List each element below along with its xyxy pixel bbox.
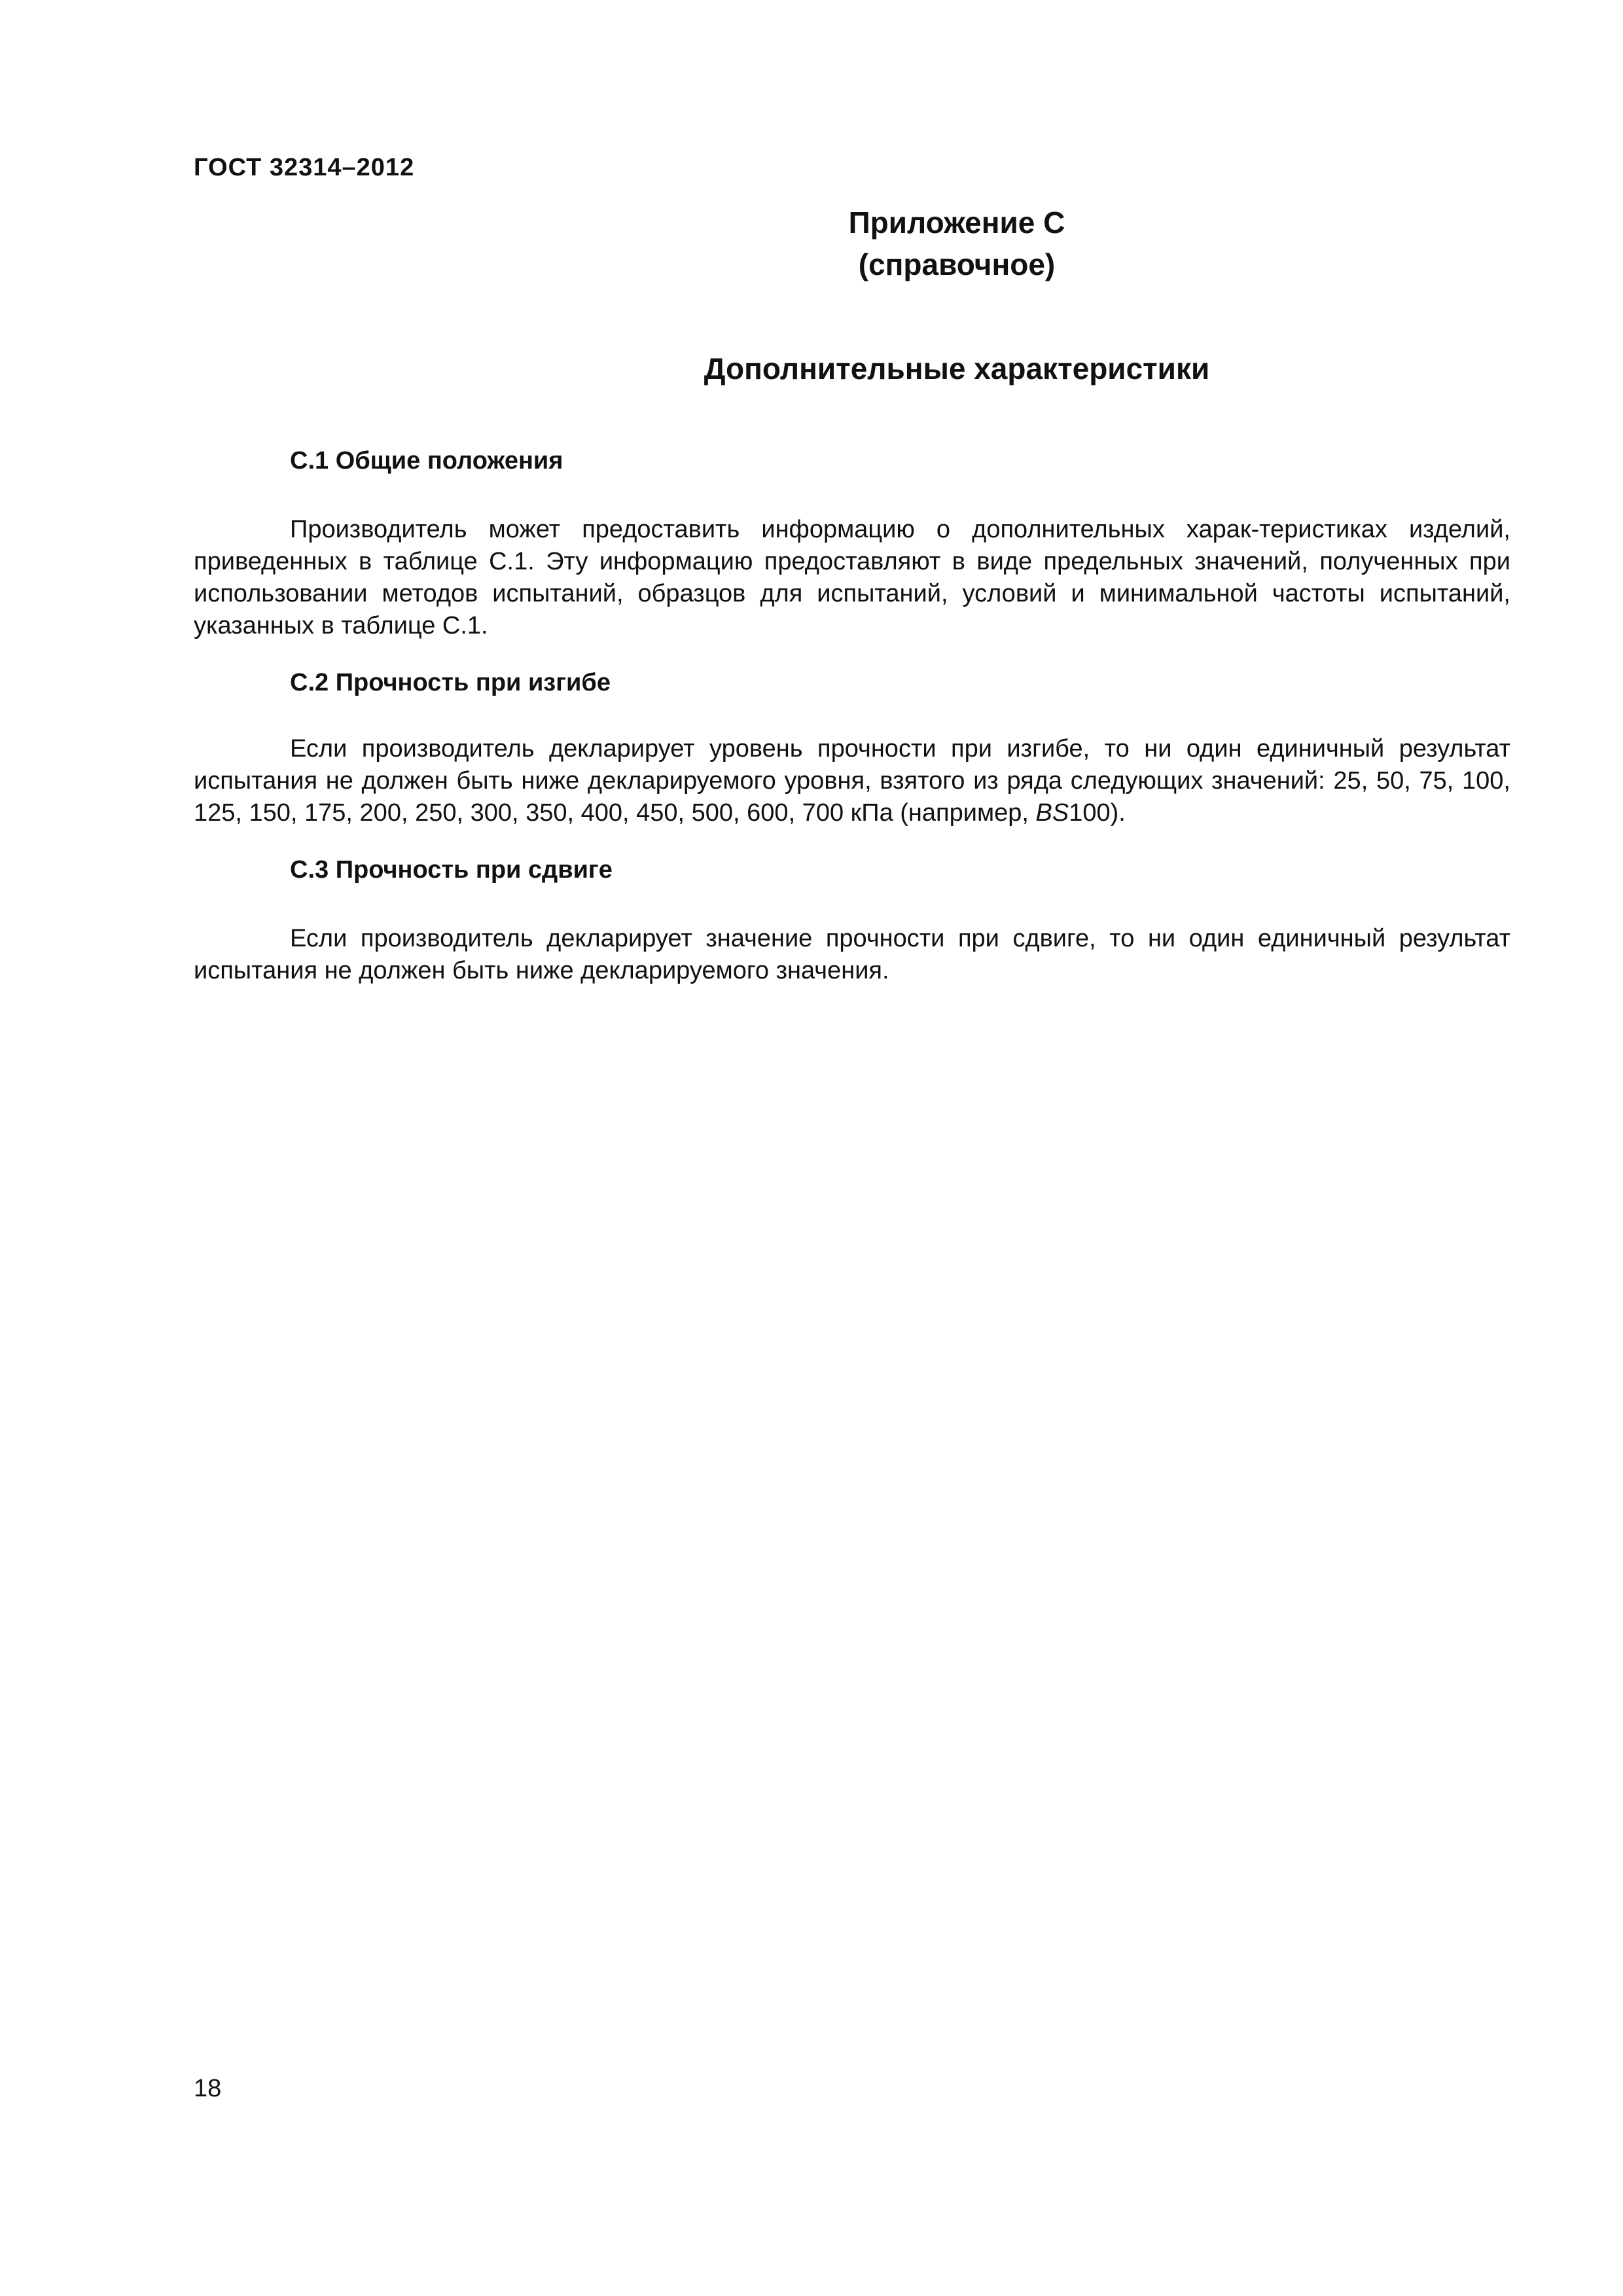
document-code: ГОСТ 32314–2012 <box>194 154 415 181</box>
section-heading-c1: С.1 Общие положения <box>290 447 563 475</box>
section-heading-c2: С.2 Прочность при изгибе <box>290 669 611 696</box>
section-text-c3: Если производитель декларирует значение прочности при сдвиге, то ни один единичный результат испытания не должен быть ниже декларируемого значения. <box>194 925 1510 984</box>
example-code: BS <box>1035 799 1069 827</box>
appendix-title <box>194 202 1510 285</box>
section-text-c2 <box>194 733 1510 829</box>
section-heading-c3: С.3 Прочность при сдвиге <box>290 856 613 884</box>
page-number: 18 <box>194 2075 222 2102</box>
main-title: Дополнительные характеристики <box>704 351 1210 386</box>
example-value: 100). <box>1069 799 1126 827</box>
section-text-c1: Производитель может предоставить информацию о дополнительных харак-теристиках изделий, приведенных в таблице С.1. Эту информацию предоставляют в виде предельных значений, полученных при использовании методов испытаний, образцов для испытаний, условий и минимальной частоты испытаний, указанных в таблице С.1. <box>194 516 1510 639</box>
appendix-title-line1: Приложение С <box>848 206 1065 240</box>
appendix-title-line2: (справочное) <box>858 247 1056 281</box>
section-text-c2-body: Если производитель декларирует уровень прочности при изгибе, то ни один единичный результат испытания не должен быть ниже декларируемого уровня, взятого из ряда следующих значений: 25, 50, 75, 100, 125, 150, 175, 200, 250, 300, 350, 400, 450, 500, 600, 700 кПа (например, <box>194 735 1510 827</box>
